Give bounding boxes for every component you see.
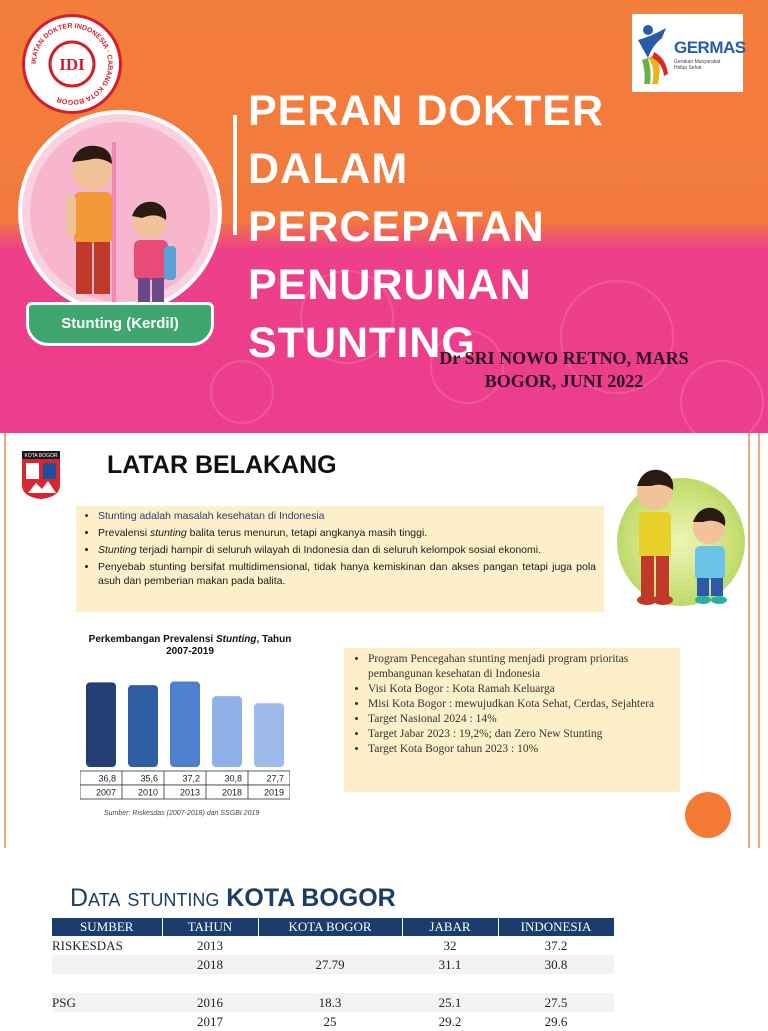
table-row: [52, 955, 614, 974]
chart-value-label: 36,8: [98, 773, 116, 784]
program-bullet-item: • Target Jabar 2023 : 19,2%; dan Zero New Stunting: [368, 727, 672, 742]
title-accent-bar: [233, 115, 237, 235]
table-cell: 2017: [197, 1013, 223, 1029]
table-cell: 18.3: [258, 993, 402, 1012]
table-cell: [258, 974, 402, 993]
table-cell: 29.6: [544, 1013, 568, 1029]
chart-category-label: 2019: [263, 787, 284, 798]
table-cell: 25.1: [402, 993, 498, 1012]
stunting-data-table: [52, 918, 615, 1031]
title-line: PENURUNAN: [248, 261, 532, 309]
column-header: TAHUN: [162, 918, 258, 936]
chart-value-label: 30,8: [224, 773, 242, 784]
column-header: JABAR: [402, 918, 498, 936]
germas-figure-icon: [634, 18, 674, 88]
table-cell: 30.8: [498, 955, 614, 974]
table-cell: 25: [323, 1013, 337, 1029]
data-slide: [0, 848, 768, 1029]
children-illustration-circle: [617, 478, 745, 606]
children-icon: [617, 460, 745, 610]
chart-bar-2013: [170, 681, 200, 767]
chart-source: Sumber: Riskesdas (2007-2018) dan SSGBI 2019: [104, 810, 260, 817]
program-bullet-item: • Misi Kota Bogor : mewujudkan Kota Sehat, Cerdas, Sejahtera: [368, 697, 672, 712]
idi-logo: [22, 14, 122, 114]
chart-category-label: 2013: [179, 787, 200, 798]
presentation-title: [248, 82, 604, 372]
table-header-row: [52, 918, 614, 936]
table-cell: [52, 955, 162, 974]
chart-value-label: 27,7: [266, 773, 284, 784]
title-line: DALAM: [248, 145, 409, 193]
place-date: BOGOR, JUNI 2022: [484, 371, 644, 391]
chart-value-label: 35,6: [140, 773, 158, 784]
stunting-badge-inner: [30, 122, 210, 302]
slide-border-line: [758, 433, 760, 848]
bullet-item: • Stunting adalah masalah kesehatan di Indonesia: [98, 509, 596, 523]
table-cell: 27.5: [498, 993, 614, 1012]
chart-value-label: 37,2: [182, 773, 200, 784]
data-slide-title: [70, 884, 396, 913]
title-line: PERCEPATAN: [248, 203, 545, 251]
column-header: INDONESIA: [498, 918, 614, 936]
chart-category-label: 2010: [137, 787, 158, 798]
germas-title: GERMAS: [674, 38, 746, 57]
program-bullet-item: • Target Nasional 2024 : 14%: [368, 712, 672, 727]
slide-border-line: [4, 433, 6, 848]
chart-bar-2018: [212, 696, 242, 767]
table-cell: 31.1: [402, 955, 498, 974]
idi-logo-center: IDI: [59, 55, 85, 74]
program-bullet-item: • Program Pencegahan stunting menjadi program prioritas pembangunan kesehatan di Indonesia: [368, 652, 672, 682]
table-cell: [402, 974, 498, 993]
bullet-item: • Penyebab stunting bersifat multidimensional, tidak hanya kemiskinan dan akses pangan tetapi juga pola asuh dan pemberian makan pada balita.: [98, 560, 596, 588]
title-line: STUNTING: [248, 319, 476, 367]
table-row: [52, 1012, 614, 1031]
title-slide: [0, 0, 768, 433]
data-title-prefix: Data stunting: [70, 884, 227, 912]
decorative-orange-dot: [685, 792, 731, 838]
table-row: [52, 936, 614, 955]
program-bullets: [344, 648, 680, 792]
stunting-badge-label: Stunting (Kerdil): [26, 302, 214, 346]
data-title-highlight: KOTA BOGOR: [226, 884, 396, 912]
author-name: Dr SRI NOWO RETNO, MARS: [439, 348, 689, 368]
kota-bogor-logo: [22, 451, 60, 499]
table-cell: 37.2: [544, 937, 568, 953]
bullet-item: • Prevalensi stunting balita terus menurun, tetapi angkanya masih tinggi.: [98, 526, 596, 540]
table-cell: PSG: [52, 993, 162, 1012]
kota-logo-label: KOTA BOGOR: [24, 453, 58, 459]
slide-border-line: [748, 433, 750, 848]
idi-logo-ring-text: IKATAN DOKTER INDONESIA · CABANG KOTA BOGOR: [30, 22, 114, 106]
author-block: [408, 347, 720, 393]
chart-category-label: 2007: [95, 787, 116, 798]
table-cell: [52, 1012, 162, 1031]
table-cell: [498, 974, 614, 993]
table-cell: 2018: [162, 955, 258, 974]
chart-bar-2019: [254, 703, 284, 767]
chart-bar-2010: [128, 685, 158, 767]
table-row: [52, 993, 614, 1012]
program-bullet-item: • Visi Kota Bogor : Kota Ramah Keluarga: [368, 682, 672, 697]
table-row: [52, 974, 614, 993]
section-heading: LATAR BELAKANG: [107, 451, 337, 479]
table-cell: [258, 936, 402, 955]
children-illustration: [30, 122, 210, 302]
table-cell: [52, 974, 162, 993]
table-cell: RISKESDAS: [52, 937, 123, 953]
column-header: KOTA BOGOR: [258, 918, 402, 936]
prevalence-bar-chart: [80, 671, 290, 831]
table-cell: 29.2: [438, 1013, 462, 1029]
table-cell: 2013: [197, 937, 223, 953]
germas-subtitle: Gerakan Masyarakat Hidup Sehat: [674, 59, 721, 71]
chart-category-label: 2018: [221, 787, 242, 798]
table-cell: 32: [443, 937, 457, 953]
chart-bar-2007: [86, 682, 116, 767]
table-cell: 2016: [162, 993, 258, 1012]
chart-title: Perkembangan Prevalensi Stunting, Tahun 2007-2019: [88, 634, 292, 657]
table-cell: [162, 974, 258, 993]
background-bullets: [76, 506, 604, 612]
bullet-item: • Stunting terjadi hampir di seluruh wilayah di Indonesia dan di seluruh kelompok sosial ekonomi.: [98, 543, 596, 557]
table-cell: 27.79: [258, 955, 402, 974]
column-header: SUMBER: [52, 918, 162, 936]
title-line: PERAN DOKTER: [248, 87, 605, 135]
background-slide: [0, 433, 768, 848]
germas-logo: [632, 14, 746, 92]
program-bullet-item: • Target Kota Bogor tahun 2023 : 10%: [368, 742, 672, 757]
